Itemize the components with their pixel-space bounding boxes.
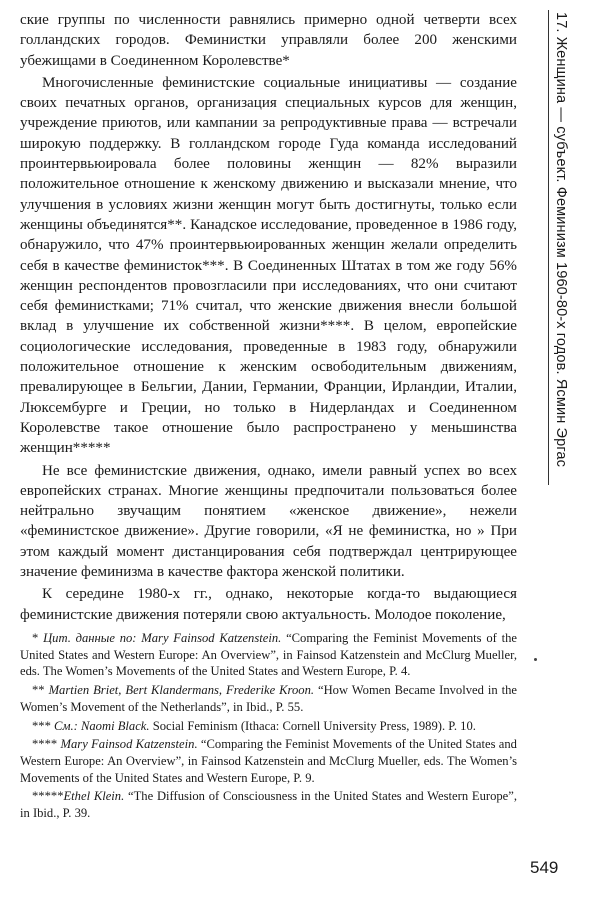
stray-dot bbox=[534, 658, 537, 661]
footnote-author: Цит. данные по: Mary Fainsod Katzenstein. bbox=[43, 631, 282, 645]
footnote bbox=[20, 788, 517, 821]
margin-rule bbox=[548, 10, 549, 485]
paragraph-continued: ские группы по численности равнялись примерно одной четверти всех голландских городов. Феминистки управляли более 200 женскими убежищами в Соединенном Королевстве* bbox=[20, 12, 517, 69]
footnote bbox=[20, 718, 517, 735]
footnote-author: См.: Naomi Black. bbox=[54, 718, 150, 733]
body-text bbox=[20, 10, 517, 625]
footnote-author: Martien Briet, Bert Klandermans, Frederike Kroon. bbox=[48, 683, 315, 698]
running-head: 17. Женщина — субъект. Феминизм 1960-80-х годов. Ясмин Эргас bbox=[553, 12, 569, 468]
footnote-text: “How Women Became Involved in the Women’s Movement of the Netherlands”, in Ibid., P. 55. bbox=[20, 683, 518, 714]
footnote-mark: ***** bbox=[32, 789, 64, 804]
footnote-mark: **** bbox=[32, 737, 58, 752]
footnote-author: Mary Fainsod Katzenstein. bbox=[60, 737, 198, 752]
footnote-text: “Comparing the Feminist Movements of the United States and Western Europe: An Overview”, in Fainsod Katzenstein and McClurg Mueller, eds. The Women’s Movements of the United States and Western Europe, P. 4. bbox=[20, 631, 517, 679]
paragraph: Не все феминистские движения, однако, имели равный успех во всех европейских странах. Многие женщины предпочитали пользоваться более нейтрально звучащим понятием «женское движение», нежели «феминистское движение». Другие говорили, «Я не феминистка, но » При этом каждый момент дистанцирования себя подтверждал центрирующее значение феминизма в качестве фактора женской политики. bbox=[20, 462, 517, 581]
footnote bbox=[20, 736, 517, 786]
footnote-mark: ** bbox=[32, 683, 45, 698]
footnote bbox=[20, 630, 517, 680]
footnote-text: “The Diffusion of Consciousness in the United States and Western Europe”, in Ibid., P. 39. bbox=[20, 789, 517, 821]
footnote-mark: * bbox=[32, 631, 39, 645]
paragraph: К середине 1980-х гг., однако, некоторые когда-то выдающиеся феминистские движения потеряли свою актуальность. Молодое поколение, bbox=[20, 586, 517, 623]
page-number: 549 bbox=[530, 858, 559, 877]
footnote-text: Social Feminism (Ithaca: Cornell University Press, 1989). P. 10. bbox=[152, 718, 476, 733]
footnotes bbox=[20, 630, 517, 824]
paragraph: Многочисленные феминистские социальные инициативы — создание своих печатных органов, организация специальных курсов для женщин, учреждение приютов, или кампании за репродуктивные права — встречали широкую поддержку. В голландском городе Гуда команда исследований проинтервьюировала более половины женщин — 82% выразили положительное отношение к женскому движению и высказали мнение, что улучшения в условиях жизни женщин могут быть достигнуты, только если женщины объединятся**. Канадское исследование, проведенное в 1986 году, обнаружило, что 47% проинтервьюированных женщин желали определить себя в качестве феминисток***. В Соединенных Штатах в том же году 56% женщин респондентов провозгласили при исследованиях, что они считают себя феминистками; 71% считал, что женские движения внесли большой вклад в улучшение их собственной жизни****. В целом, европейские социологические исследования, проведенные в 1983 году, обнаружили положительное отношение к женским освободительным движениям, превалирующее в Бельгии, Дании, Германии, Франции, Ирландии, Италии, Люксембурге и Греции, но только в Нидерландах и Соединенном Королевстве такое отношение было распространено у меньшинства женщин***** bbox=[20, 74, 517, 457]
footnote bbox=[20, 682, 517, 715]
footnote-mark: *** bbox=[32, 718, 51, 733]
footnote-author: Ethel Klein. bbox=[63, 789, 125, 804]
footnote-text: “Comparing the Feminist Movements of the United States and Western Europe: An Overview”, in Fainsod Katzenstein and McClurg Mueller, eds. The Women’s Movements of the United States and Western Europe, P. 9. bbox=[20, 737, 517, 785]
